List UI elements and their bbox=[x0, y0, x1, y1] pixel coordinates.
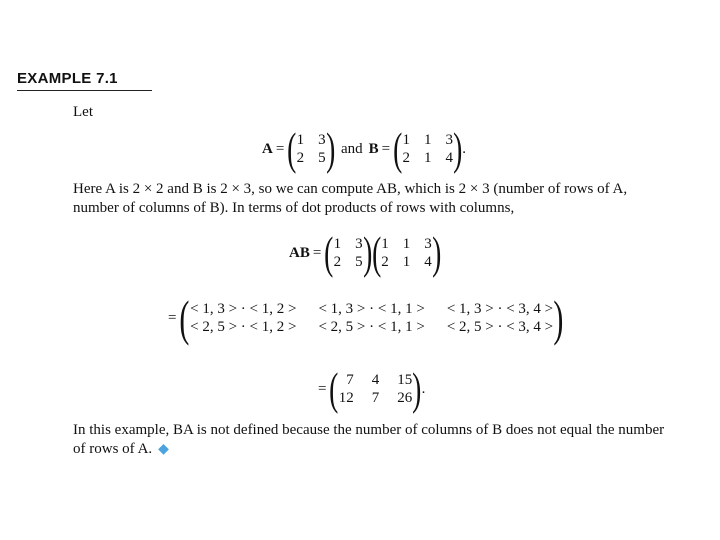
and-text: and bbox=[340, 140, 363, 157]
matrix-cell: 3 bbox=[355, 235, 363, 252]
matrix-cell: 7 bbox=[371, 389, 380, 406]
matrix-cell: 2 bbox=[402, 149, 410, 166]
left-paren: ( bbox=[372, 227, 382, 278]
left-paren: ( bbox=[393, 123, 403, 174]
matrix-b-cells bbox=[402, 132, 453, 167]
right-paren: ) bbox=[431, 227, 442, 278]
dot-product-cells bbox=[190, 301, 553, 336]
matrix-cell: < 1, 3 > · < 1, 2 > bbox=[190, 300, 297, 317]
period: . bbox=[421, 380, 426, 397]
left-paren: ( bbox=[324, 227, 334, 278]
paragraph-2-line-1: In this example, BA is not defined because the number of columns of B does not equal the number bbox=[73, 422, 665, 438]
left-paren: ( bbox=[329, 363, 339, 414]
matrix-cell: < 1, 3 > · < 3, 4 > bbox=[446, 300, 554, 317]
matrix-cell: < 2, 5 > · < 3, 4 > bbox=[446, 318, 554, 335]
result-expression bbox=[318, 363, 426, 414]
matrix-cell: 1 bbox=[402, 235, 411, 252]
matrix-cell: 1 bbox=[423, 131, 432, 148]
matrix-cell: 7 bbox=[346, 371, 354, 388]
matrix-cell: 5 bbox=[318, 149, 326, 166]
right-paren: ) bbox=[412, 363, 422, 414]
right-paren: ) bbox=[553, 290, 564, 346]
matrix-cell: 12 bbox=[338, 389, 354, 406]
let-text: Let bbox=[73, 104, 93, 120]
matrix-cell: < 1, 3 > · < 1, 1 > bbox=[318, 300, 425, 317]
matrix-cell: 2 bbox=[381, 253, 389, 270]
paragraph-2-line-2-wrap bbox=[73, 440, 169, 459]
right-paren: ) bbox=[325, 123, 335, 174]
equals-sign: = bbox=[318, 380, 327, 397]
matrix-cell: 3 bbox=[445, 131, 453, 148]
right-paren: ) bbox=[362, 227, 372, 278]
matrix-b-cells bbox=[381, 236, 432, 271]
matrix-cell: 4 bbox=[371, 371, 380, 388]
equals-sign: = bbox=[168, 309, 177, 326]
paragraph-1-line-2: number of columns of B). In terms of dot products of rows with columns, bbox=[73, 200, 515, 216]
matrix-a bbox=[287, 123, 335, 174]
matrix-cell: 1 bbox=[402, 253, 411, 270]
matrix-cell: < 2, 5 > · < 1, 1 > bbox=[318, 318, 425, 335]
matrix-cell: 1 bbox=[423, 149, 432, 166]
matrix-a bbox=[324, 227, 372, 278]
equals-sign: = bbox=[275, 140, 285, 157]
matrix-cell: 5 bbox=[355, 253, 363, 270]
matrix-a-cells bbox=[297, 132, 326, 167]
left-paren: ( bbox=[179, 290, 190, 346]
paragraph-1-line-1: Here A is 2 × 2 and B is 2 × 3, so we can compute AB, which is 2 × 3 (number of rows of A, bbox=[73, 181, 628, 197]
b-label: B bbox=[368, 140, 379, 157]
matrix-cell: 4 bbox=[445, 149, 453, 166]
heading-rule bbox=[17, 90, 152, 91]
equals-sign: = bbox=[312, 244, 322, 261]
matrix-cell: 2 bbox=[296, 149, 305, 166]
example-heading: EXAMPLE 7.1 bbox=[17, 70, 118, 87]
matrix-cell: 3 bbox=[318, 131, 326, 148]
matrix-cell: 3 bbox=[424, 235, 432, 252]
dot-product-expression bbox=[168, 290, 564, 346]
period: . bbox=[462, 140, 467, 157]
matrix-b bbox=[393, 123, 463, 174]
matrix-a-cells bbox=[334, 236, 363, 271]
a-label: A bbox=[262, 140, 273, 157]
right-paren: ) bbox=[453, 123, 463, 174]
paragraph-2-line-2: of rows of A. bbox=[73, 441, 153, 457]
matrix-cell: 1 bbox=[402, 131, 410, 148]
matrix-cell: < 2, 5 > · < 1, 2 > bbox=[190, 318, 297, 335]
dot-product-matrix bbox=[179, 290, 564, 346]
result-matrix bbox=[329, 363, 422, 414]
matrix-cell: 15 bbox=[397, 371, 413, 388]
end-of-example-diamond-icon: ◆ bbox=[158, 442, 169, 457]
matrix-definitions bbox=[262, 123, 467, 174]
product-expression bbox=[289, 227, 442, 278]
matrix-cell: 4 bbox=[424, 253, 432, 270]
matrix-cell: 1 bbox=[381, 235, 389, 252]
matrix-cell: 26 bbox=[397, 389, 413, 406]
matrix-cell: 1 bbox=[296, 131, 305, 148]
matrix-b bbox=[372, 227, 442, 278]
equals-sign: = bbox=[381, 140, 391, 157]
matrix-cell: 2 bbox=[333, 253, 342, 270]
ab-label: AB bbox=[289, 244, 310, 261]
left-paren: ( bbox=[287, 123, 297, 174]
result-cells bbox=[339, 372, 413, 407]
matrix-cell: 1 bbox=[333, 235, 342, 252]
